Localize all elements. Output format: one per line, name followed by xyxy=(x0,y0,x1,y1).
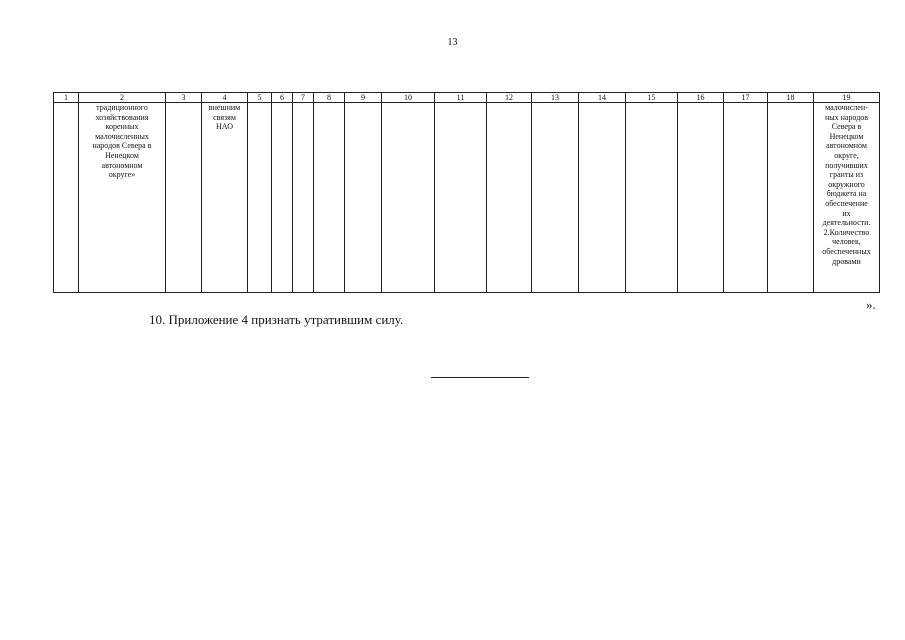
table-cell: внешним связям НАО xyxy=(202,103,248,293)
table-cell xyxy=(166,103,202,293)
column-header: 2 xyxy=(79,93,166,103)
column-header: 4 xyxy=(202,93,248,103)
column-header: 14 xyxy=(579,93,626,103)
column-header: 8 xyxy=(314,93,345,103)
column-header: 18 xyxy=(768,93,814,103)
item-10-text: 10. Приложение 4 признать утратившим силу. xyxy=(149,312,404,327)
table-cell xyxy=(678,103,724,293)
table-cell xyxy=(626,103,678,293)
table-cell xyxy=(345,103,382,293)
table-cell xyxy=(248,103,272,293)
column-header: 15 xyxy=(626,93,678,103)
table-cell xyxy=(487,103,532,293)
column-header: 13 xyxy=(532,93,579,103)
table-cell xyxy=(435,103,487,293)
table-header-row xyxy=(54,93,880,103)
column-header: 17 xyxy=(724,93,768,103)
column-header: 19 xyxy=(814,93,880,103)
column-header: 9 xyxy=(345,93,382,103)
column-header: 5 xyxy=(248,93,272,103)
column-header: 3 xyxy=(166,93,202,103)
column-header: 1 xyxy=(54,93,79,103)
table-cell xyxy=(314,103,345,293)
page-number: 13 xyxy=(447,37,458,48)
data-table xyxy=(53,92,880,293)
column-header: 10 xyxy=(382,93,435,103)
closing-quote: ». xyxy=(866,297,876,312)
table-cell xyxy=(579,103,626,293)
table-cell xyxy=(54,103,79,293)
column-header: 11 xyxy=(435,93,487,103)
column-header: 12 xyxy=(487,93,532,103)
column-header: 7 xyxy=(293,93,314,103)
table-cell xyxy=(272,103,293,293)
table-cell xyxy=(768,103,814,293)
table-cell xyxy=(724,103,768,293)
table-cell: традиционного хозяйствования коренных малочисленных народов Севера в Ненецком автономном округе» xyxy=(79,103,166,293)
table-cell: малочислен- ных народов Севера в Ненецком автономном округе, получивших гранты из окружного бюджета на обеспечение их деятельности. 2.Количество человек, обеспеченных дровами xyxy=(814,103,880,293)
column-header: 6 xyxy=(272,93,293,103)
table-row xyxy=(54,103,880,293)
separator-line xyxy=(431,377,529,378)
column-header: 16 xyxy=(678,93,724,103)
table-cell xyxy=(382,103,435,293)
table-cell xyxy=(293,103,314,293)
table-cell xyxy=(532,103,579,293)
